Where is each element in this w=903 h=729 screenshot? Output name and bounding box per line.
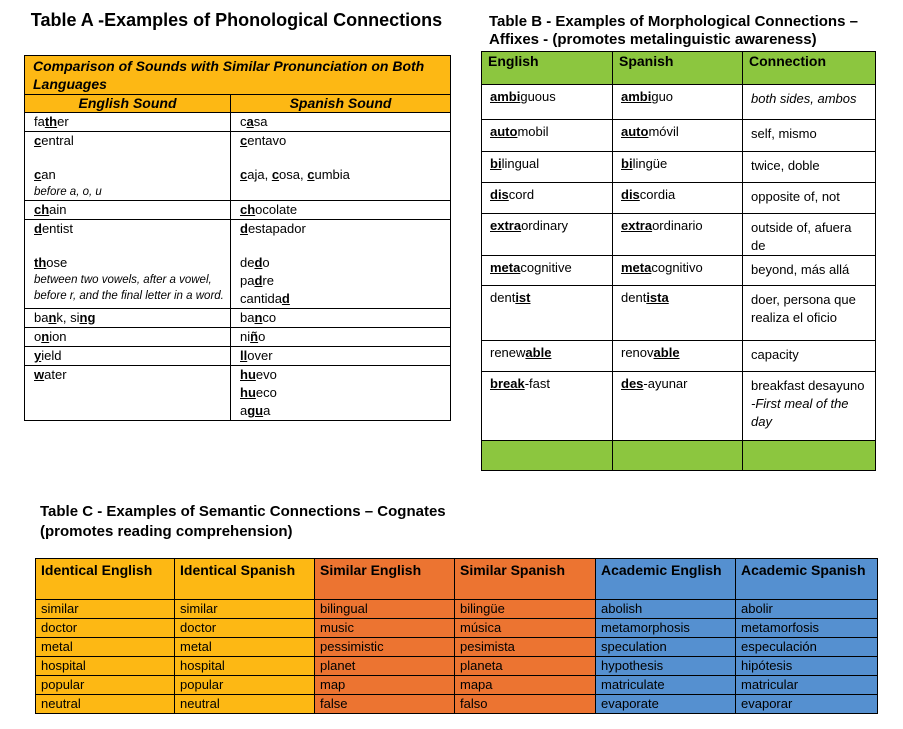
spanish-sound-word: llover xyxy=(240,348,273,363)
similar-spanish-cell: música xyxy=(455,619,596,638)
connection-text: doer, persona que realiza el oficio xyxy=(751,292,856,325)
academic-spanish-cell: especulación xyxy=(736,638,878,657)
identical-english-cell: hospital xyxy=(36,657,175,676)
table-a-title: Table A -Examples of Phonological Connections xyxy=(30,10,443,30)
table-row xyxy=(482,120,876,152)
similar-english-cell: pessimistic xyxy=(315,638,455,657)
table-row xyxy=(482,152,876,183)
table-c-header-academic-spanish: Academic Spanish xyxy=(736,559,878,600)
similar-english-cell: music xyxy=(315,619,455,638)
connection-note: -First meal of the day xyxy=(751,396,849,429)
table-c-header-identical-english: Identical English xyxy=(36,559,175,600)
english-sound-note: between two vowels, after a vowel, before r, and the final letter in a word. xyxy=(34,274,224,302)
table-row xyxy=(25,309,451,328)
table-row xyxy=(482,214,876,256)
table-row xyxy=(25,328,451,347)
spanish-sound-word: cantidad xyxy=(240,291,290,306)
table-a-subtitle: Comparison of Sounds with Similar Pronunciation on Both Languages xyxy=(25,56,451,95)
identical-english-cell: similar xyxy=(36,600,175,619)
identical-spanish-cell: hospital xyxy=(175,657,315,676)
english-sound-word: those xyxy=(34,255,68,270)
spanish-affix-word: extraordinario xyxy=(621,218,703,233)
spanish-affix-word: automóvil xyxy=(621,124,679,139)
spanish-affix-word: metacognitivo xyxy=(621,260,703,275)
english-sound-word: onion xyxy=(34,329,67,344)
table-c-title: Table C - Examples of Semantic Connections – Cognates (promotes reading comprehension) xyxy=(40,503,446,540)
table-a xyxy=(24,55,451,421)
table-b xyxy=(481,51,876,471)
connection-text: beyond, más allá xyxy=(751,262,850,277)
connection-text: twice, doble xyxy=(751,158,820,173)
spanish-sound-word: padre xyxy=(240,273,274,288)
identical-spanish-cell: popular xyxy=(175,676,315,695)
table-row xyxy=(36,638,878,657)
spanish-sound-word: caja, cosa, cumbia xyxy=(240,167,350,182)
table-row xyxy=(25,201,451,220)
spanish-sound-word: agua xyxy=(240,403,271,418)
academic-spanish-cell: evaporar xyxy=(736,695,878,714)
similar-english-cell: bilingual xyxy=(315,600,455,619)
english-affix-word: extraordinary xyxy=(490,218,569,233)
connection-text: both sides, ambos xyxy=(751,91,857,106)
identical-spanish-cell: doctor xyxy=(175,619,315,638)
spanish-affix-word: renovable xyxy=(621,345,680,360)
table-row xyxy=(36,676,878,695)
table-row xyxy=(25,347,451,366)
spanish-sound-word: hueco xyxy=(240,385,277,400)
table-row xyxy=(482,341,876,372)
spanish-sound-word: destapador xyxy=(240,221,306,236)
table-row xyxy=(25,220,451,309)
table-a-header-spanish: Spanish Sound xyxy=(231,95,451,113)
academic-spanish-cell: hipótesis xyxy=(736,657,878,676)
english-sound-word: can xyxy=(34,167,56,182)
english-affix-word: discord xyxy=(490,187,535,202)
connection-text: outside of, afuera de xyxy=(751,220,852,253)
table-row xyxy=(482,183,876,214)
table-row xyxy=(36,695,878,714)
connection-text: self, mismo xyxy=(751,126,817,141)
similar-spanish-cell: pesimista xyxy=(455,638,596,657)
academic-english-cell: matriculate xyxy=(596,676,736,695)
table-row xyxy=(36,619,878,638)
table-c xyxy=(35,558,878,714)
english-sound-word: central xyxy=(34,133,74,148)
english-affix-word: break-fast xyxy=(490,376,550,391)
table-row xyxy=(25,132,451,201)
similar-english-cell: map xyxy=(315,676,455,695)
spanish-sound-word: niño xyxy=(240,329,266,344)
english-sound-word: dentist xyxy=(34,221,74,236)
similar-english-cell: planet xyxy=(315,657,455,676)
connection-text: opposite of, not xyxy=(751,189,840,204)
academic-english-cell: hypothesis xyxy=(596,657,736,676)
spanish-affix-word: ambiguo xyxy=(621,89,674,104)
identical-english-cell: metal xyxy=(36,638,175,657)
english-sound-word: chain xyxy=(34,202,67,217)
similar-spanish-cell: bilingüe xyxy=(455,600,596,619)
academic-spanish-cell: abolir xyxy=(736,600,878,619)
table-c-header-similar-spanish: Similar Spanish xyxy=(455,559,596,600)
table-c-header-similar-english: Similar English xyxy=(315,559,455,600)
table-row xyxy=(482,286,876,341)
spanish-affix-word: des-ayunar xyxy=(621,376,688,391)
table-b-header-english: English xyxy=(482,52,613,85)
academic-english-cell: abolish xyxy=(596,600,736,619)
similar-spanish-cell: mapa xyxy=(455,676,596,695)
spanish-sound-word: chocolate xyxy=(240,202,298,217)
spanish-sound-word: dedo xyxy=(240,255,270,270)
english-sound-word: water xyxy=(34,367,67,382)
table-row xyxy=(482,256,876,286)
table-b-header-connection: Connection xyxy=(743,52,876,85)
english-affix-word: ambiguous xyxy=(490,89,556,104)
academic-english-cell: metamorphosis xyxy=(596,619,736,638)
english-affix-word: renewable xyxy=(490,345,552,360)
table-b-footer-row xyxy=(482,441,876,471)
table-row xyxy=(482,85,876,120)
connection-text: capacity xyxy=(751,347,799,362)
similar-english-cell: false xyxy=(315,695,455,714)
spanish-sound-word: banco xyxy=(240,310,277,325)
academic-spanish-cell: matricular xyxy=(736,676,878,695)
table-c-header-identical-spanish: Identical Spanish xyxy=(175,559,315,600)
english-affix-word: bilingual xyxy=(490,156,540,171)
english-sound-word: father xyxy=(34,114,69,129)
english-affix-word: metacognitive xyxy=(490,260,572,275)
table-row xyxy=(36,600,878,619)
spanish-sound-word: centavo xyxy=(240,133,287,148)
english-affix-word: automobil xyxy=(490,124,549,139)
table-row xyxy=(482,372,876,441)
similar-spanish-cell: planeta xyxy=(455,657,596,676)
identical-spanish-cell: similar xyxy=(175,600,315,619)
academic-english-cell: speculation xyxy=(596,638,736,657)
spanish-affix-word: bilingüe xyxy=(621,156,668,171)
identical-english-cell: popular xyxy=(36,676,175,695)
academic-english-cell: evaporate xyxy=(596,695,736,714)
connection-text: breakfast desayuno xyxy=(751,378,865,393)
similar-spanish-cell: falso xyxy=(455,695,596,714)
english-sound-word: bank, sing xyxy=(34,310,96,325)
spanish-sound-word: casa xyxy=(240,114,268,129)
table-row xyxy=(25,113,451,132)
spanish-affix-word: discordia xyxy=(621,187,676,202)
identical-english-cell: doctor xyxy=(36,619,175,638)
table-b-header-spanish: Spanish xyxy=(613,52,743,85)
table-c-header-academic-english: Academic English xyxy=(596,559,736,600)
identical-spanish-cell: metal xyxy=(175,638,315,657)
spanish-sound-word: huevo xyxy=(240,367,277,382)
identical-english-cell: neutral xyxy=(36,695,175,714)
english-sound-word: yield xyxy=(34,348,62,363)
english-affix-word: dentist xyxy=(490,290,531,305)
table-row xyxy=(36,657,878,676)
english-sound-note: before a, o, u xyxy=(34,186,102,198)
table-a-header-english: English Sound xyxy=(25,95,231,113)
identical-spanish-cell: neutral xyxy=(175,695,315,714)
spanish-affix-word: dentista xyxy=(621,290,669,305)
academic-spanish-cell: metamorfosis xyxy=(736,619,878,638)
table-b-title: Table B - Examples of Morphological Connections – Affixes - (promotes metalinguistic awareness) xyxy=(489,13,858,48)
table-row xyxy=(25,366,451,421)
